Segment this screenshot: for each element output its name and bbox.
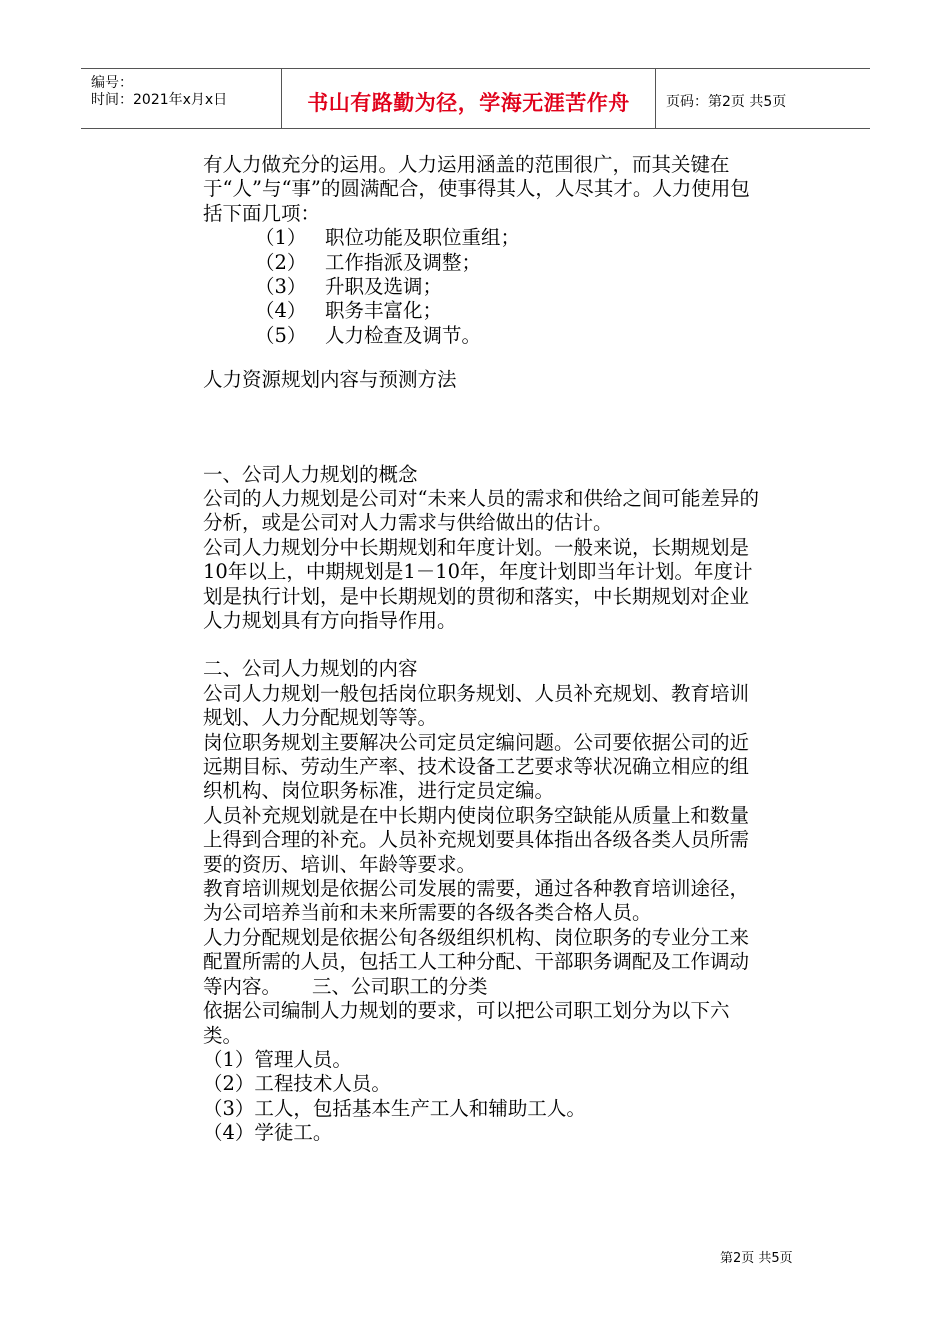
list-item: [203, 299, 763, 323]
number-label: 编号：: [91, 75, 133, 91]
list-item-number: （4）: [255, 299, 307, 323]
intro-paragraph: 有人力做充分的运用。人力运用涵盖的范围很广，而其关键在于“人”与“事”的圆满配合，使事得其人，人尽其才。人力使用包括下面几项：: [203, 153, 750, 225]
header-page-info: 页码：第2页 共5页: [666, 94, 787, 110]
list-item-text: 工作指派及调整；: [325, 250, 482, 274]
paragraph: 公司人力规划分中长期规划和年度计划。一般来说，长期规划是10年以上，中期规划是1－10年，年度计划即当年计划。年度计划是执行计划，是中长期规划的贯彻和落实，中长期规划对企业人力规划具有方向指导作用。: [203, 535, 753, 633]
list-item: [203, 226, 763, 250]
heading-concept: 一、公司人力规划的概念: [203, 462, 418, 486]
list-item-text: 职位功能及职位重组；: [325, 226, 521, 250]
header-motto-cell: [282, 69, 656, 128]
staff-type-item: （3）工人，包括基本生产工人和辅助工人。: [203, 1096, 586, 1120]
list-item: [203, 251, 763, 275]
staff-type-item: （4）学徒工。: [203, 1121, 333, 1145]
date-line: 时间：2021年x月x日: [91, 92, 228, 108]
list-item-text: 人力检查及调节。: [325, 323, 482, 347]
document-body: [203, 153, 763, 1146]
list-item: [203, 275, 763, 299]
staff-type-item: （2）工程技术人员。: [203, 1072, 391, 1096]
header-meta: [81, 69, 282, 128]
list-item-number: （2）: [255, 250, 307, 274]
paragraph: 岗位职务规划主要解决公司定员定编问题。公司要依据公司的近远期目标、劳动生产率、技术设备工艺要求等状况确立相应的组织机构、岗位职务标准，进行定员定编。: [203, 730, 750, 803]
header-page-cell: [656, 69, 870, 128]
list-item: [203, 324, 763, 348]
section-title: 人力资源规划内容与预测方法: [203, 368, 457, 392]
list-item-number: （5）: [255, 323, 307, 347]
paragraph: 人员补充规划就是在中长期内使岗位职务空缺能从质量上和数量上得到合理的补充。人员补充规划要具体指出各级各类人员所需要的资历、培训、年龄等要求。: [203, 803, 750, 876]
paragraph: 人力分配规划是依据公旬各级组织机构、岗位职务的专业分工来配置所需的人员，包括工人工种分配、干部职务调配及工作调动等内容。 三、公司职工的分类: [203, 925, 750, 998]
heading-content: 二、公司人力规划的内容: [203, 657, 418, 681]
list-item-text: 职务丰富化；: [325, 299, 443, 323]
footer-page-info: 第2页 共5页: [720, 1251, 793, 1266]
list-item-text: 升职及选调；: [325, 275, 443, 298]
motto: 书山有路勤为径，学海无涯苦作舟: [307, 91, 630, 115]
paragraph: 教育培训规划是依据公司发展的需要，通过各种教育培训途径，为公司培养当前和未来所需要的各级各类合格人员。: [203, 877, 750, 925]
staff-type-item: （1）管理人员。: [203, 1047, 352, 1071]
list-item-number: （1）: [255, 226, 307, 250]
paragraph: 依据公司编制人力规划的要求，可以把公司职工划分为以下六类。: [203, 999, 730, 1047]
paragraph: 公司人力规划一般包括岗位职务规划、人员补充规划、教育培训规划、人力分配规划等等。: [203, 681, 750, 730]
paragraph: 公司的人力规划是公司对“未来人员的需求和供给之间可能差异的分析，或是公司对人力需求与供给做出的估计。: [203, 486, 759, 535]
page-header: [81, 68, 870, 129]
list-item-number: （3）: [255, 275, 307, 298]
